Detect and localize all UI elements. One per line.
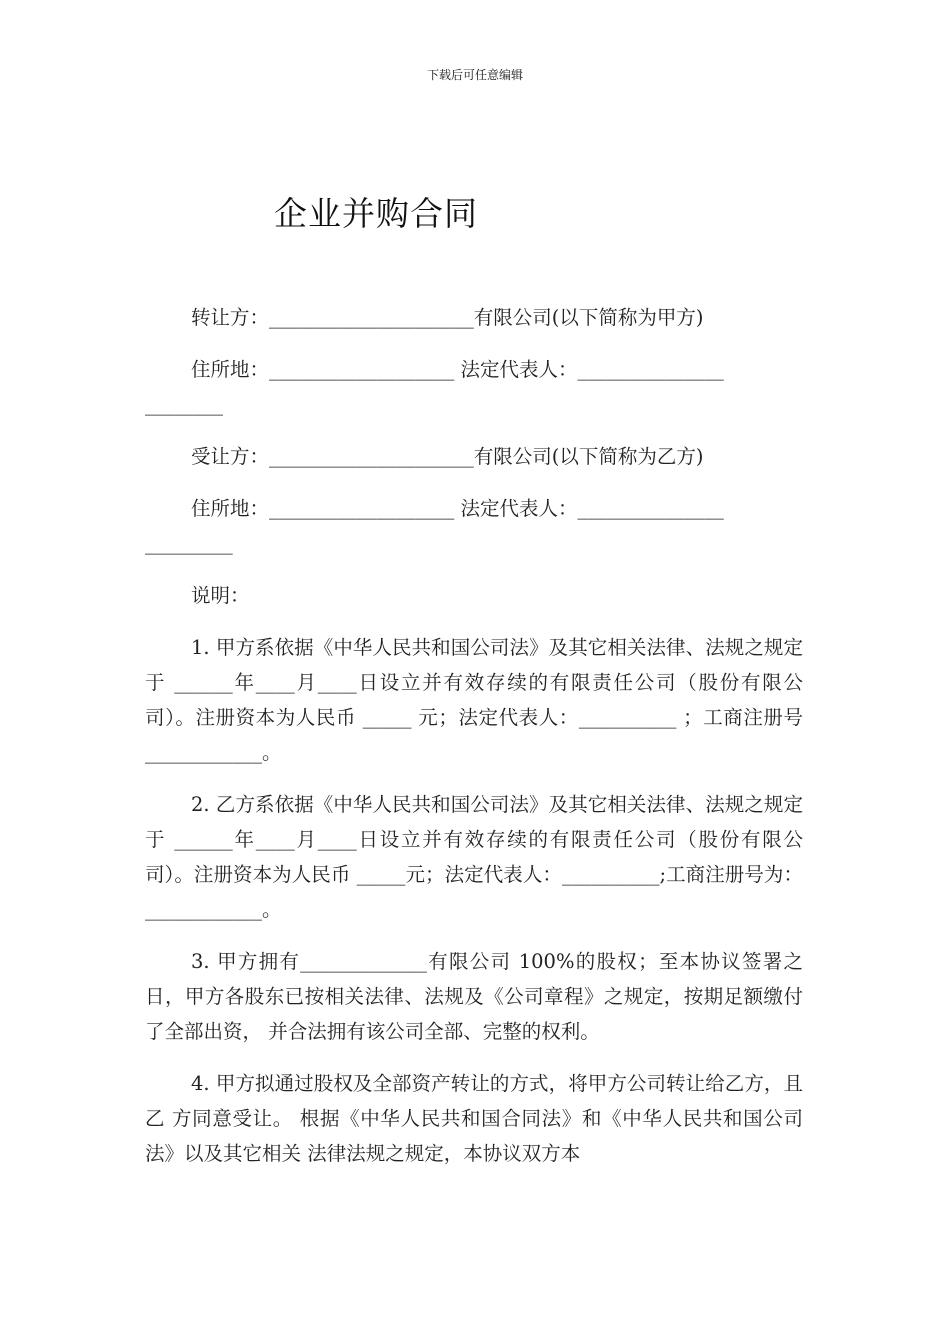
paragraph-4: 4. 甲方拟通过股权及全部资产转让的方式，将甲方公司转让给乙方，且乙 方同意受让。 根据《中华人民共和国合同法》和《中华人民共和国公司法》以及其它相关 法律法规之规定，本协议双方本 [145, 1072, 803, 1165]
transferee-name-line: 受让方：_____________________有限公司(以下简称为乙方) [191, 445, 704, 468]
transferee-address-line: 住所地：___________________ 法定代表人：_______________ [191, 497, 724, 520]
header-note: 下载后可任意编辑 [426, 68, 523, 82]
document-title: 企业并购合同 [274, 194, 478, 233]
transferee-block [145, 439, 803, 561]
transferor-address-continuation: ________ [145, 393, 223, 416]
paragraph-1: 1. 甲方系依据《中华人民共和国公司法》及其它相关法律、法规之规定于 ______年____月____日设立并有效存续的有限责任公司（股份有限公司）。注册资本为人民币 _____ 元；法定代表人：__________ ；工商注册号____________。 [145, 636, 803, 764]
explanation-label: 说明： [191, 584, 250, 607]
paragraph-3: 3. 甲方拥有_____________有限公司 100%的股权；至本协议签署之日，甲方各股东已按相关法律、法规及《公司章程》之规定，按期足额缴付了全部出资， 并合法拥有该公司全部、完整的权利。 [145, 950, 803, 1043]
paragraph-2: 2. 乙方系依据《中华人民共和国公司法》及其它相关法律、法规之规定于 ______年____月____日设立并有效存续的有限责任公司（股份有限公司）。注册资本为人民币 _____元；法定代表人：__________;工商注册号为：____________。 [145, 793, 803, 921]
transferor-block [145, 300, 803, 422]
transferor-address-line: 住所地：___________________ 法定代表人：_______________ [191, 358, 724, 381]
transferee-address-continuation: _________ [145, 532, 233, 555]
transferor-name-line: 转让方：_____________________有限公司(以下简称为甲方) [191, 306, 704, 329]
document-body [145, 300, 803, 1188]
